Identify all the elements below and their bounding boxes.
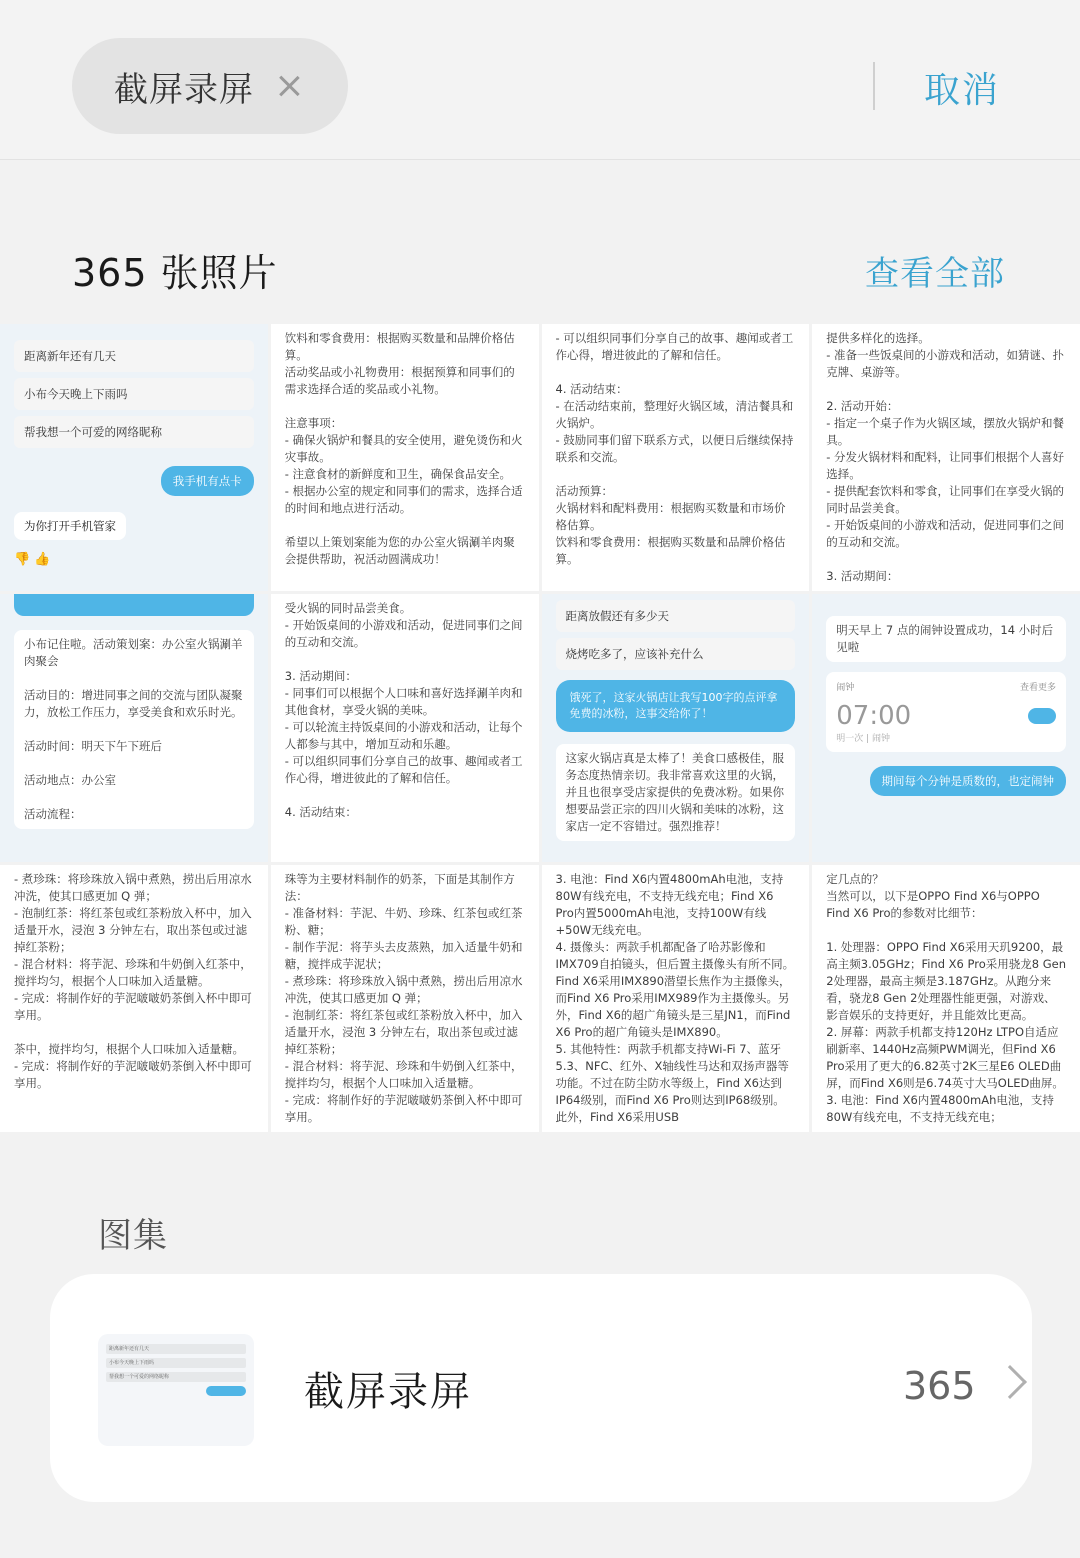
alarm-more-link: 查看更多 <box>1019 683 1056 694</box>
thumbnail-text: - 煮珍珠：将珍珠放入锅中煮熟，捞出后用凉水冲洗，使其口感更加 Q 弹； - 泡制红茶：将红茶包或红茶粉放入杯中，加入适量开水，浸泡 3 分钟左右，取出茶包或过滤掉红茶粉； - 混合材料：将芋泥、珍珠和牛奶倒入红茶中，搅拌均匀，根据个人口味加入适量糖。 - 完成：将制作好的芋泥啵啵奶茶倒入杯中即可享用。 茶中，搅拌均匀，根据个人口味加入适量糖。 - 完成：将制作好的芋泥啵啵奶茶倒入杯中即可享用。 <box>14 871 252 1090</box>
photo-thumbnail[interactable] <box>271 594 539 861</box>
album-name: 截屏录屏 <box>304 1369 472 1415</box>
thumbnail-text: 小布记住啦。活动策划案：办公室火锅涮羊肉聚会 活动目的：增进同事之间的交流与团队凝聚力，放松工作压力，享受美食和欢乐时光。 活动时间：明天下午下班后 活动地点：办公室 活动流程： <box>14 630 254 829</box>
album-cover-line: 距离新年还有几天 <box>106 1344 246 1354</box>
user-message-bubble: 期间每个分钟是质数的，也定闹钟 <box>870 766 1067 796</box>
photo-count-title: 365 张照片 <box>72 251 278 295</box>
thumbnail-text: 饮料和零食费用：根据购买数量和品牌价格估算。 活动奖品或小礼物费用：根据预算和同事们的需求选择合适的奖品或小礼物。 注意事项： - 确保火锅炉和餐具的安全使用，避免烫伤和火灾事故。 - 注意食材的新鲜度和卫生，确保食品安全。 - 根据办公室的规定和同事们的需求，选择合适的时间和地点进行活动。 希望以上策划案能为您的办公室火锅涮羊肉聚会提供帮助，祝活动圆满成功！ <box>284 331 523 566</box>
photo-grid <box>0 324 1080 1132</box>
search-chip[interactable] <box>72 38 348 134</box>
cancel-button[interactable]: 取消 <box>924 70 1001 111</box>
assistant-reply: 这家火锅店真是太棒了！美食口感极佳，服务态度热情亲切。我非常喜欢这里的火锅，并且也很享受店家提供的免费冰粉。如果你想要品尝正宗的四川火锅和美味的冰粉，这家店一定不容错过。强烈推荐！ <box>556 744 796 841</box>
thumbnail-text: 定几点的？ 当然可以，以下是OPPO Find X6与OPPO Find X6 Pro的参数对比细节： 1. 处理器：OPPO Find X6采用天玑9200，最高主频3.05GHz；Find X6 Pro采用骁龙8 Gen 2处理器，最高主频是3.187GHz。从跑分来看，骁龙8 Gen 2处理器性能更强，对游戏、影音娱乐的支持更好，并且能效比更高。 2. 屏幕：两款手机都支持120Hz LTPO自适应刷新率、1440Hz高频PWM调光，但Find X6 Pro采用了更大的6.82英寸2K三星E6 OLED曲屏，而Find X6则是6.74英寸大马OLED曲屏。 3. 电池：Find X6内置4800mAh电池，支持80W有线充电，不支持无线充电； <box>826 871 1067 1124</box>
suggestion-chip: 距离新年还有几天 <box>14 340 254 372</box>
thumbnail-text: 3. 电池：Find X6内置4800mAh电池，支持80W有线充电，不支持无线充电；Find X6 Pro内置5000mAh电池，支持100W有线+50W无线充电。 4. 摄像头：两款手机都配备了哈苏影像和IMX709自拍镜头，但后置主摄像头有所不同。Find X6采用IMX890潜望长焦作为主摄像头，而Find X6 Pro采用IMX989作为主摄像头。另外，Find X6的超广角镜头是三星JN1，而Find X6 Pro的超广角镜头是IMX890。 5. 其他特性：两款手机都支持Wi-Fi 7、蓝牙5.3、NFC、红外、X轴线性马达和双扬声器等功能。不过在防尘防水等级上，Find X6达到IP64级别，而Find X6 Pro则达到IP68级别。此外，Find X6采用USB <box>555 871 795 1124</box>
suggestion-chip: 距离放假还有多少天 <box>556 600 796 632</box>
suggestion-chip: 帮我想一个可爱的网络昵称 <box>14 416 254 448</box>
photo-thumbnail[interactable] <box>542 865 810 1132</box>
thumbnail-text: 珠等为主要材料制作的奶茶，下面是其制作方法： - 准备材料：芋泥、牛奶、珍珠、红茶包或红茶粉、糖； - 制作芋泥：将芋头去皮蒸熟，加入适量牛奶和糖，搅拌成芋泥状； - 煮珍珠：将珍珠放入锅中煮熟，捞出后用凉水冲洗，使其口感更加 Q 弹； - 泡制红茶：将红茶包或红茶粉放入杯中，加入适量开水，浸泡 3 分钟左右，取出茶包或过滤掉红茶粉； - 混合材料：将芋泥、珍珠和牛奶倒入红茶中，搅拌均匀，根据个人口味加入适量糖。 - 完成：将制作好的芋泥啵啵奶茶倒入杯中即可享用。 <box>284 871 523 1124</box>
assistant-reply: 为你打开手机管家 <box>14 512 126 540</box>
alarm-subtitle: 明一次 | 闹钟 <box>836 734 891 745</box>
album-cover-bubble <box>206 1386 246 1396</box>
message-bubble-edge <box>14 594 254 616</box>
divider <box>873 62 875 110</box>
alarm-card <box>826 672 1066 752</box>
photo-thumbnail[interactable] <box>542 594 810 861</box>
album-cover-line: 小布今天晚上下雨吗 <box>106 1358 246 1368</box>
photo-thumbnail[interactable] <box>812 324 1080 591</box>
thumbnail-text: - 可以组织同事们分享自己的故事、趣闻或者工作心得，增进彼此的了解和信任。 4. 活动结束： - 在活动结束前，整理好火锅区域，清洁餐具和火锅炉。 - 鼓励同事们留下联系方式，以便日后继续保持联系和交流。 活动预算： 火锅材料和配料费用：根据购买数量和市场价格估算。 饮料和零食费用：根据购买数量和品牌价格估算。 <box>555 331 794 566</box>
photo-thumbnail[interactable] <box>0 865 268 1132</box>
search-chip-label: 截屏录屏 <box>114 69 254 110</box>
chevron-right-icon <box>993 1365 1027 1399</box>
alarm-card-label: 闹钟 <box>836 683 855 694</box>
feedback-icons: 👎 👍 <box>14 552 51 567</box>
album-cover-line: 帮我想一个可爱的网络昵称 <box>106 1372 246 1382</box>
photo-thumbnail[interactable] <box>0 594 268 861</box>
photo-thumbnail[interactable] <box>542 324 810 591</box>
photo-thumbnail[interactable] <box>271 324 539 591</box>
album-cover <box>98 1334 254 1446</box>
top-bar <box>0 0 1080 160</box>
user-message-bubble: 我手机有点卡 <box>161 466 254 496</box>
album-card-screenshots[interactable] <box>50 1274 1032 1502</box>
photo-thumbnail[interactable] <box>812 865 1080 1132</box>
album-section-label: 图集 <box>98 1216 168 1256</box>
thumbnail-text: 受火锅的同时品尝美食。 - 开始饭桌间的小游戏和活动，促进同事们之间的互动和交流。 3. 活动期间： - 同事们可以根据个人口味和喜好选择涮羊肉和其他食材，享受火锅的美味。 - 可以轮流主持饭桌间的小游戏和活动，让每个人都参与其中，增加互动和乐趣。 - 可以组织同事们分享自己的故事、趣闻或者工作心得，增进彼此的了解和信任。 4. 活动结束： <box>284 601 523 820</box>
alarm-time: 07:00 <box>836 701 912 732</box>
album-count: 365 <box>903 1364 976 1408</box>
close-icon[interactable] <box>276 73 302 99</box>
photo-thumbnail[interactable] <box>812 594 1080 861</box>
photo-thumbnail[interactable] <box>271 865 539 1132</box>
suggestion-chip: 小布今天晚上下雨吗 <box>14 378 254 410</box>
suggestion-chip: 烧烤吃多了，应该补充什么 <box>556 638 796 670</box>
alarm-toggle <box>1028 708 1056 724</box>
assistant-reply: 明天早上 7 点的闹钟设置成功，14 小时后见啦 <box>826 616 1066 662</box>
user-message-bubble: 饿死了，这家火锅店让我写100字的点评拿免费的冰粉，这事交给你了！ <box>556 680 796 732</box>
thumbnail-text: 提供多样化的选择。 - 准备一些饭桌间的小游戏和活动，如猜谜、扑克牌、桌游等。 2. 活动开始： - 指定一个桌子作为火锅区域，摆放火锅炉和餐具。 - 分发火锅材料和配料，让同事们根据个人喜好选择。 - 提供配套饮料和零食，让同事们在享受火锅的同时品尝美食。 - 开始饭桌间的小游戏和活动，促进同事们之间的互动和交流。 3. 活动期间： <box>826 331 1065 583</box>
photo-thumbnail[interactable] <box>0 324 268 591</box>
view-all-button[interactable]: 查看全部 <box>865 254 1005 294</box>
